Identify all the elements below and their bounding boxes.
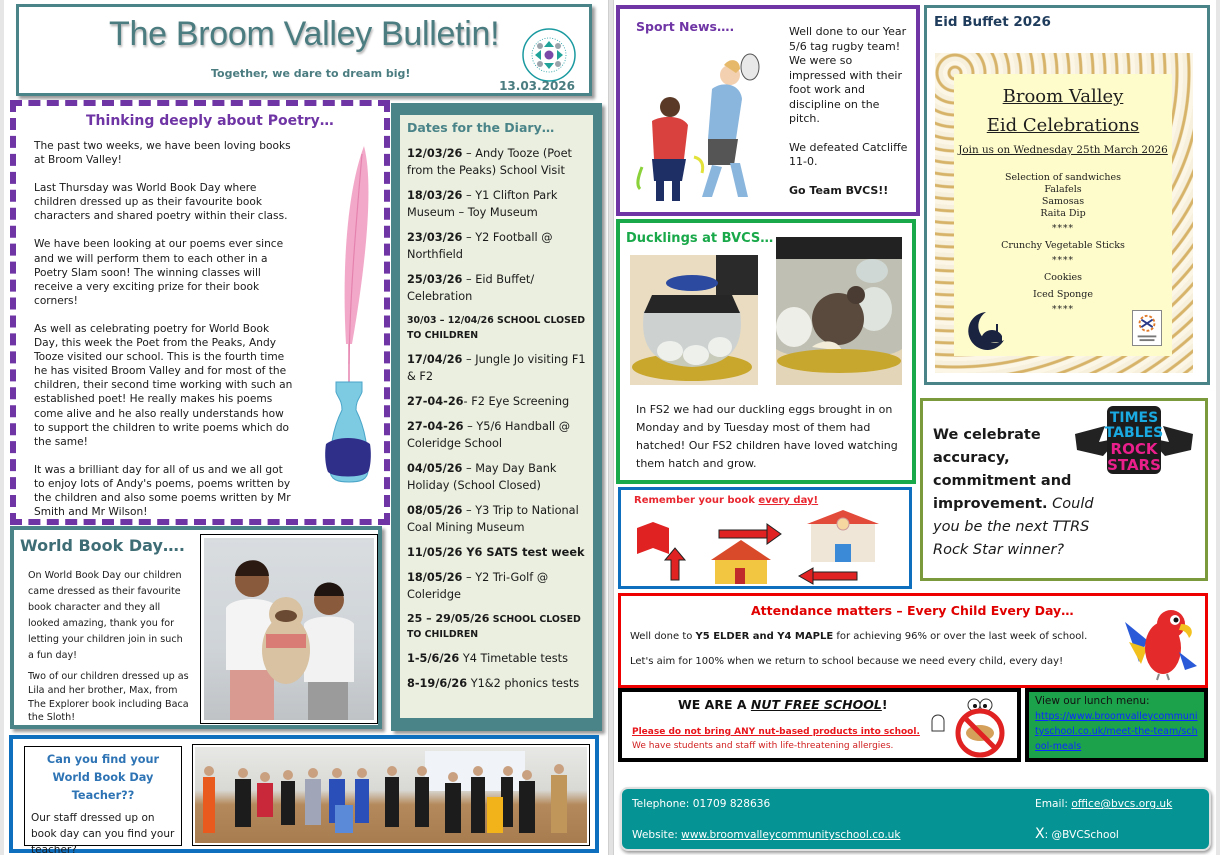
poetry-body bbox=[34, 139, 296, 533]
diary-entry: 18/05/26 – Y2 Tri-Golf @ Coleridge bbox=[407, 571, 549, 601]
eid-menu bbox=[954, 172, 1172, 316]
poetry-article bbox=[10, 100, 390, 525]
poetry-paragraph: Last Thursday was World Book Day where children dressed up as their favourite book characters and shared poetry within their class. bbox=[34, 182, 288, 223]
sport-paragraph: Well done to our Year 5/6 tag rugby team! We were so impressed with their foot work and discipline on the pitch. bbox=[789, 25, 907, 125]
diary-entry: 04/05/26 – May Day Bank Holiday (School Closed) bbox=[407, 462, 557, 492]
sport-news-body bbox=[789, 25, 911, 212]
diary-entry: 25/03/26 – Eid Buffet/ Celebration bbox=[407, 273, 535, 303]
sport-result: We defeated Catcliffe 11-0. bbox=[789, 140, 908, 168]
menu-item: Samosas bbox=[1041, 196, 1085, 207]
page-edge-left bbox=[0, 0, 4, 855]
poetry-paragraph: The past two weeks, we have been loving books at Broom Valley! bbox=[34, 140, 291, 167]
dates-for-diary bbox=[391, 103, 602, 731]
times-tables-rock-stars-section bbox=[920, 398, 1208, 581]
ducklings-article bbox=[616, 219, 916, 484]
eid-poster-content bbox=[954, 74, 1172, 356]
page-edge-right bbox=[1216, 0, 1220, 855]
children-with-sloth-image bbox=[204, 538, 374, 720]
diary-entry: 12/03/26 – Andy Tooze (Poet from the Peaks) School Visit bbox=[407, 147, 572, 177]
nut-free-heading: WE ARE A NUT FREE SCHOOL! bbox=[678, 697, 888, 712]
diary-entry: 11/05/26 Y6 SATS test week bbox=[407, 546, 585, 559]
diary-entry: 18/03/26 – Y1 Clifton Park Museum – Toy Museum bbox=[407, 189, 558, 219]
nut-free-body: Please do not bring ANY nut-based products into school. We have students and staff with life-threatening allergies. bbox=[632, 727, 920, 751]
diary-entry: 8-19/6/26 Y1&2 phonics tests bbox=[407, 677, 580, 690]
diary-panel bbox=[400, 115, 593, 718]
svg-text:STARS: STARS bbox=[1107, 456, 1161, 474]
sport-news-heading: Sport News…. bbox=[636, 19, 735, 34]
world-book-day-paragraph: On World Book Day our children came dressed as their favourite book character and they all looked amazing, thank you for letting your children join in such a fun day! bbox=[28, 570, 183, 661]
nut-free-notice bbox=[618, 688, 1021, 762]
eid-poster-date: Join us on Wednesday 25th March 2026 bbox=[958, 144, 1168, 156]
staff-group-image bbox=[195, 747, 587, 843]
svg-text:ROCK: ROCK bbox=[1110, 440, 1158, 458]
x-handle[interactable]: : @BVCSchool bbox=[1044, 829, 1119, 841]
newsletter-title: The Broom Valley Bulletin! bbox=[109, 15, 500, 53]
find-your-teacher-body: Our staff dressed up on book day can you find your teacher? bbox=[31, 812, 175, 855]
eid-buffet-heading: Eid Buffet 2026 bbox=[934, 14, 1051, 30]
world-book-day-heading: World Book Day…. bbox=[20, 536, 185, 555]
page-divider bbox=[608, 0, 614, 855]
incubator-eggs-image bbox=[630, 255, 758, 385]
telephone-number: 01709 828636 bbox=[692, 798, 771, 810]
world-book-day-paragraph: Two of our children dressed up as Lila and her brother, Max, from The Explorer book including Baca the Sloth! bbox=[28, 671, 189, 724]
parrot-mascot-icon bbox=[1119, 602, 1201, 682]
diary-entry: 23/03/26 – Y2 Football @ Northfield bbox=[407, 231, 553, 261]
find-your-teacher-section bbox=[9, 735, 599, 853]
email-link[interactable]: office@bvcs.org.uk bbox=[1071, 798, 1173, 810]
caterer-logo-icon bbox=[1132, 310, 1162, 346]
diary-heading: Dates for the Diary… bbox=[407, 120, 555, 135]
poetry-paragraph: It was a brilliant day for all of us and we all got to enjoy lots of Andy's poems, poems written by the children and also some poems written by Mr Smith and Mr Wilson! bbox=[34, 463, 291, 519]
menu-item: Falafels bbox=[1044, 184, 1082, 195]
remember-book-banner bbox=[618, 487, 912, 589]
find-your-teacher-text bbox=[24, 746, 182, 855]
eid-poster-school: Broom Valley bbox=[1002, 86, 1124, 107]
crescent-moon-mosque-icon bbox=[962, 310, 1008, 350]
staff-costume-photo bbox=[192, 744, 590, 846]
eid-buffet-section bbox=[924, 5, 1210, 385]
lunch-menu-box bbox=[1025, 688, 1208, 762]
svg-text:TIMES: TIMES bbox=[1109, 410, 1159, 426]
menu-separator: **** bbox=[1052, 256, 1074, 266]
ducklings-body: In FS2 we had our duckling eggs brought in on Monday and by Tuesday most of them had hatched! Our FS2 children have loved watching them hatch and grow. bbox=[636, 403, 898, 470]
diary-entry: 27-04-26- F2 Eye Screening bbox=[407, 395, 570, 408]
diary-entry: 27-04-26 – Y5/6 Handball @ Coleridge School bbox=[407, 420, 571, 450]
tag-rugby-illustration-icon bbox=[632, 47, 782, 209]
x-logo-icon: X bbox=[1035, 826, 1045, 842]
menu-item: Raita Dip bbox=[1040, 208, 1086, 219]
school-motto: Together, we dare to dream big! bbox=[211, 67, 411, 80]
attendance-congrats: Well done to Y5 ELDER and Y4 MAPLE for achieving 96% or over the last week of school. bbox=[630, 631, 1088, 642]
sport-news-article bbox=[616, 5, 920, 216]
sport-cheer: Go Team BVCS!! bbox=[789, 183, 889, 197]
masthead bbox=[16, 4, 592, 96]
book-home-school-cycle-icon bbox=[621, 508, 911, 588]
menu-item: Selection of sandwiches bbox=[1005, 172, 1121, 183]
contact-footer bbox=[620, 787, 1211, 851]
ducklings-heading: Ducklings at BVCS… bbox=[626, 231, 774, 246]
eid-poster bbox=[935, 53, 1193, 373]
website-link[interactable]: www.broomvalleycommunityschool.co.uk bbox=[681, 829, 901, 841]
menu-separator: **** bbox=[1052, 224, 1074, 234]
lunch-menu-label: View our lunch menu: bbox=[1035, 695, 1150, 707]
lunch-menu-link[interactable]: https://www.broomvalleycommunityschool.co.uk/meet-the-team/school-meals bbox=[1035, 711, 1198, 752]
hatched-duckling-image bbox=[776, 237, 902, 385]
x-social-line bbox=[1035, 826, 1119, 842]
attendance-section bbox=[618, 593, 1208, 688]
world-book-day-article bbox=[10, 526, 382, 729]
find-your-teacher-heading: Can you find your World Book Day Teacher?? bbox=[46, 753, 160, 802]
attendance-target: Let's aim for 100% when we return to school because we need every child, every day! bbox=[630, 656, 1064, 667]
diary-entry: 1-5/6/26 Y4 Timetable tests bbox=[407, 652, 568, 665]
diary-entry: 08/05/26 – Y3 Trip to National Coal Mining Museum bbox=[407, 504, 579, 534]
ttrs-message: We celebrate accuracy, commitment and improvement. Could you be the next TTRS Rock Star winner? bbox=[933, 427, 1094, 558]
email-line: Email: office@bvcs.org.uk bbox=[1035, 798, 1173, 810]
poetry-paragraph: As well as celebrating poetry for World Book Day, this week the Poet from the Peaks, Andy Tooze visited our school. This is the fourth time he has visited Broom Valley and for most of the children, their second time working with such an established poet! He really makes his poems come alive and he also really understands how to support the children to write poems which do the same! bbox=[34, 322, 293, 448]
poetry-paragraph: We have been looking at our poems ever since and we will perform them to each other in a Poetry Slam soon! The winning classes will receive a very exciting prize for their book corners! bbox=[34, 238, 284, 307]
poetry-heading: Thinking deeply about Poetry… bbox=[86, 113, 334, 129]
telephone-line: Telephone: 01709 828636 bbox=[632, 798, 771, 810]
diary-entry: 17/04/26 – Jungle Jo visiting F1 & F2 bbox=[407, 353, 586, 383]
menu-separator: **** bbox=[1052, 305, 1074, 315]
diary-entry-closure: 30/03 – 12/04/26 SCHOOL CLOSED TO CHILDREN bbox=[407, 315, 586, 341]
eid-poster-title: Eid Celebrations bbox=[986, 115, 1140, 136]
menu-item: Crunchy Vegetable Sticks bbox=[1001, 240, 1125, 251]
quill-in-vase-icon bbox=[316, 144, 378, 484]
menu-item: Cookies bbox=[1044, 272, 1082, 283]
remember-book-heading: Remember your book every day! bbox=[634, 495, 819, 506]
website-line: Website: www.broomvalleycommunityschool.co.uk bbox=[632, 829, 901, 841]
issue-date: 13.03.2026 bbox=[499, 79, 575, 93]
school-logo-icon bbox=[521, 27, 577, 83]
attendance-heading: Attendance matters – Every Child Every Day… bbox=[751, 603, 1074, 618]
world-book-day-body bbox=[28, 568, 190, 725]
children-costume-photo bbox=[200, 534, 378, 724]
menu-item: Iced Sponge bbox=[1033, 289, 1093, 300]
svg-text:TABLES: TABLES bbox=[1104, 425, 1164, 441]
no-nuts-icon bbox=[922, 695, 1014, 759]
diary-entry-closure: 25 – 29/05/26 SCHOOL CLOSED TO CHILDREN bbox=[407, 612, 581, 640]
